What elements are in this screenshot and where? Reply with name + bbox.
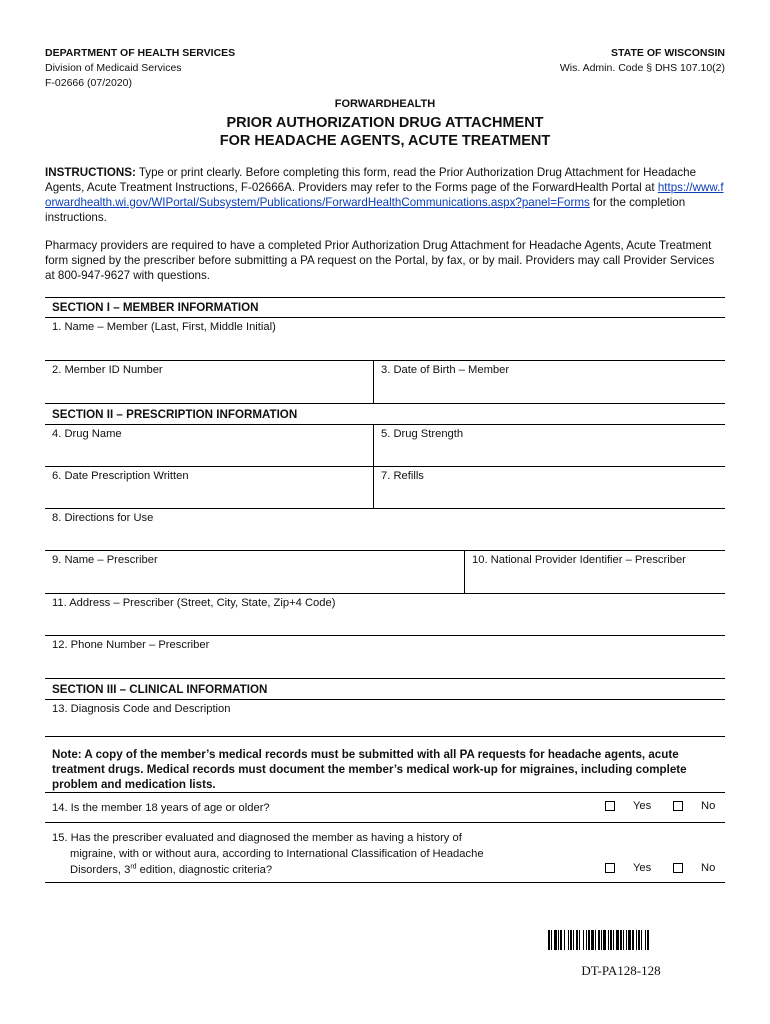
q15-line2: migraine, with or without aura, according to International Classification of Headache	[70, 848, 484, 860]
instructions-text-end: for the completion instructions.	[45, 196, 686, 224]
q15-yes-checkbox[interactable]	[605, 863, 615, 873]
row-phone	[45, 636, 725, 679]
form-body	[45, 297, 725, 883]
form-title-line1: PRIOR AUTHORIZATION DRUG ATTACHMENT	[226, 115, 544, 131]
q14-yes-checkbox[interactable]	[605, 801, 615, 811]
header-left	[45, 46, 235, 91]
drug-name-field[interactable]: 4. Drug Name	[52, 428, 122, 440]
agency-name: FORWARDHEALTH	[334, 98, 436, 110]
row-address	[45, 594, 725, 636]
question-14	[45, 793, 725, 823]
admin-code: Wis. Admin. Code § DHS 107.10(2)	[559, 62, 725, 74]
section1-title: SECTION I – MEMBER INFORMATION	[52, 301, 259, 314]
header-right	[560, 46, 725, 76]
q15-yes-option[interactable]	[605, 862, 673, 874]
q14-yes-option[interactable]	[605, 800, 673, 812]
instructions-paragraph	[45, 165, 725, 225]
prescriber-address-field[interactable]: 11. Address – Prescriber (Street, City, State, Zip+4 Code)	[52, 597, 336, 609]
q15-line1: 15. Has the prescriber evaluated and diagnosed the member as having a history of	[52, 832, 462, 844]
section2-title: SECTION II – PRESCRIPTION INFORMATION	[52, 408, 298, 421]
instructions-label: INSTRUCTIONS:	[45, 166, 136, 179]
row-member-name	[45, 317, 725, 361]
q14-yes-label: Yes	[633, 800, 652, 812]
row-date-refills	[45, 467, 725, 509]
q15-yes-label: Yes	[633, 862, 652, 874]
forms-page-link[interactable]: https://www.forwardhealth.wi.gov/WIPortal/Subsystem/Publications/ForwardHealthCommunications.aspx?panel=Forms	[45, 181, 724, 209]
question-14-text: 14. Is the member 18 years of age or older?	[52, 802, 270, 814]
records-note	[45, 737, 725, 793]
q15-line3: Disorders, 3rd edition, diagnostic criteria?	[70, 863, 273, 876]
question-15	[45, 823, 725, 883]
pharmacy-note: Pharmacy providers are required to have a completed Prior Authorization Drug Attachment for Headache Agents, Acute Treatment form signed by the prescriber before submitting a PA request on the Portal, by fax, or by mail. Providers may call Provider Services at 800-947-9627 with questions.	[45, 239, 715, 282]
refills-field[interactable]: 7. Refills	[373, 467, 725, 508]
drug-strength-field[interactable]: 5. Drug Strength	[373, 425, 725, 466]
member-dob-field[interactable]: 3. Date of Birth – Member	[373, 361, 725, 403]
row-directions	[45, 509, 725, 551]
q14-no-label: No	[701, 800, 716, 812]
q15-no-label: No	[701, 862, 716, 874]
row-member-id	[45, 361, 725, 404]
question-15-text	[45, 830, 605, 878]
form-title	[0, 114, 770, 150]
q14-no-checkbox[interactable]	[673, 801, 683, 811]
department-name: DEPARTMENT OF HEALTH SERVICES	[45, 47, 236, 59]
records-note-text: Note: A copy of the member’s medical records must be submitted with all PA requests for headache agents, acute treatment drugs. Medical records must document the member’s medical work-up for migraines, including complete problem and medication lists.	[52, 748, 687, 791]
section3-title: SECTION III – CLINICAL INFORMATION	[52, 683, 268, 696]
barcode	[548, 930, 694, 950]
q15-no-option[interactable]	[673, 862, 725, 874]
prescriber-phone-field[interactable]: 12. Phone Number – Prescriber	[52, 639, 210, 651]
state-name: STATE OF WISCONSIN	[611, 47, 725, 59]
q14-no-option[interactable]	[673, 800, 725, 812]
diagnosis-field[interactable]: 13. Diagnosis Code and Description	[52, 703, 231, 715]
directions-field[interactable]: 8. Directions for Use	[52, 512, 154, 524]
row-prescriber	[45, 551, 725, 594]
row-diagnosis	[45, 699, 725, 737]
form-title-line2: FOR HEADACHE AGENTS, ACUTE TREATMENT	[219, 133, 551, 149]
instructions-text: Type or print clearly. Before completing this form, read the Prior Authorization Drug Attachment for Headache Agents, Acute Treatment Instructions, F-02666A. Providers may refer to the Forms page of the ForwardHealth Portal at	[45, 166, 697, 194]
q15-no-checkbox[interactable]	[673, 863, 683, 873]
prescriber-npi-field[interactable]: 10. National Provider Identifier – Prescriber	[464, 551, 725, 593]
member-id-field[interactable]: 2. Member ID Number	[52, 364, 163, 376]
form-number: F-02666 (07/2020)	[45, 77, 132, 89]
prescriber-name-field[interactable]: 9. Name – Prescriber	[52, 554, 158, 566]
barcode-text: DT-PA128-128	[581, 963, 661, 978]
division-name: Division of Medicaid Services	[45, 62, 182, 74]
member-name-field[interactable]: 1. Name – Member (Last, First, Middle Initial)	[52, 321, 276, 333]
date-written-field[interactable]: 6. Date Prescription Written	[52, 470, 189, 482]
row-drug	[45, 424, 725, 467]
